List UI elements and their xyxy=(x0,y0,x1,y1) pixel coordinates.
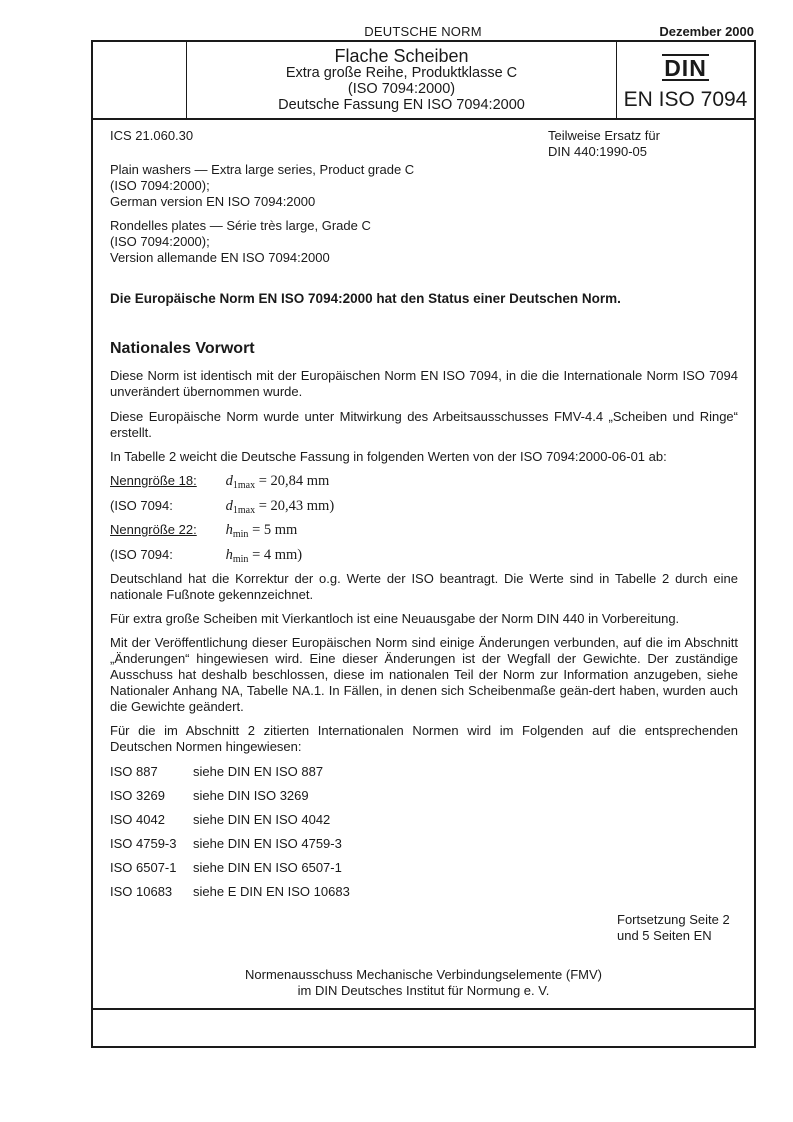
title-block-left-cell xyxy=(93,42,187,118)
issue-date: Dezember 2000 xyxy=(659,24,754,39)
din-logo-icon: DIN xyxy=(664,55,707,81)
document-type-label: DEUTSCHE NORM xyxy=(364,24,482,39)
top-line xyxy=(92,24,754,40)
foreword-paragraph-6: Mit der Veröffentlichung dieser Europäischen Norm sind einige Änderungen verbunden, auf die im Abschnitt „Änderungen“ hingewiesen wird. Eine dieser Änderungen ist der Wegfall der Gewichte. Der zuständige Ausschuss hat deshalb beschlossen, diese im nationalen Teil der Norm zur Information anzugeben, siehe Nationaler Anhang NA, Tabelle NA.1. In Fällen, in denen sich Scheibenmaße geän-dert haben, wurden auch die Gewichte geändert. xyxy=(110,635,738,714)
iso-reference: ISO 4042 xyxy=(110,812,165,827)
deviation-label: Nenngröße 18: xyxy=(110,473,197,488)
replacement-line-2: DIN 440:1990-05 xyxy=(548,144,648,159)
deviation-label: (ISO 7094: xyxy=(110,498,173,513)
reference-row xyxy=(110,836,342,852)
din-reference: siehe E DIN EN ISO 10683 xyxy=(193,884,350,899)
foreword-paragraph-5: Für extra große Scheiben mit Vierkantloch ist eine Neuausgabe der Norm DIN 440 in Vorbereitung. xyxy=(110,611,680,626)
ics-code: ICS 21.060.30 xyxy=(110,128,194,143)
foreword-paragraph-1: Diese Norm ist identisch mit der Europäischen Norm EN ISO 7094, in die die Internationale Norm ISO 7094 unverändert übernommen wurde. xyxy=(110,368,738,399)
continuation-note xyxy=(617,912,730,944)
publisher-line-2: im DIN Deutsches Institut für Normung e. V. xyxy=(297,983,550,998)
document-subtitle-2: (ISO 7094:2000) xyxy=(347,81,456,97)
english-title-line-3: German version EN ISO 7094:2000 xyxy=(110,194,316,209)
iso-reference: ISO 3269 xyxy=(110,788,165,803)
iso-reference: ISO 4759-3 xyxy=(110,836,177,851)
document-subtitle-1: Extra große Reihe, Produktklasse C xyxy=(285,65,518,81)
din-reference: siehe DIN ISO 3269 xyxy=(193,788,309,803)
english-title-line-1: Plain washers — Extra large series, Product grade C xyxy=(110,162,415,177)
status-statement: Die Europäische Norm EN ISO 7094:2000 hat den Status einer Deutschen Norm. xyxy=(110,291,621,306)
deviation-formula: $h_{min} = 4$ mm) xyxy=(225,547,303,565)
french-title-line-1: Rondelles plates — Série très large, Grade C xyxy=(110,218,371,233)
publisher-note xyxy=(93,967,754,999)
din-reference: siehe DIN EN ISO 887 xyxy=(193,764,324,779)
document-subtitle-3: Deutsche Fassung EN ISO 7094:2000 xyxy=(278,97,525,113)
foreword-paragraph-2: Diese Europäische Norm wurde unter Mitwirkung des Arbeitsausschusses FMV-4.4 „Scheiben und Ringe“ erstellt. xyxy=(110,409,738,440)
foreword-paragraph-3: In Tabelle 2 weicht die Deutsche Fassung in folgenden Werten von der ISO 7094:2000-06-01 ab: xyxy=(110,449,667,464)
deviation-row xyxy=(110,498,334,519)
deviation-label: (ISO 7094: xyxy=(110,547,173,562)
reference-row xyxy=(110,764,323,780)
footer-divider xyxy=(93,1008,754,1010)
reference-row xyxy=(110,884,350,900)
foreword-paragraph-7: Für die im Abschnitt 2 zitierten Internationalen Normen wird im Folgenden auf die entsprechenden Deutschen Normen hingewiesen: xyxy=(110,723,738,754)
standard-number: EN ISO 7094 xyxy=(623,88,748,111)
document-frame xyxy=(91,40,756,1048)
english-title xyxy=(110,162,414,210)
french-title-line-2: (ISO 7094:2000); xyxy=(110,234,210,249)
reference-row xyxy=(110,812,330,828)
deviation-label: Nenngröße 22: xyxy=(110,522,197,537)
deviation-row xyxy=(110,522,297,543)
continuation-line-2: und 5 Seiten EN xyxy=(617,928,712,943)
reference-row xyxy=(110,860,342,876)
replacement-note xyxy=(548,128,660,160)
title-block-right-cell xyxy=(617,42,754,118)
din-reference: siehe DIN EN ISO 6507-1 xyxy=(193,860,342,875)
french-title xyxy=(110,218,371,266)
foreword-heading: Nationales Vorwort xyxy=(110,340,255,357)
replacement-line-1: Teilweise Ersatz für xyxy=(548,128,660,143)
document-title: Flache Scheiben xyxy=(334,46,469,66)
continuation-line-1: Fortsetzung Seite 2 xyxy=(617,912,730,927)
reference-row xyxy=(110,788,309,804)
deviation-formula: $d_{1max} = 20,84$ mm xyxy=(225,473,330,491)
iso-reference: ISO 887 xyxy=(110,764,158,779)
deviation-row xyxy=(110,547,302,568)
iso-reference: ISO 10683 xyxy=(110,884,173,899)
french-title-line-3: Version allemande EN ISO 7094:2000 xyxy=(110,250,330,265)
din-reference: siehe DIN EN ISO 4042 xyxy=(193,812,331,827)
deviation-row xyxy=(110,473,329,494)
title-block xyxy=(93,42,754,120)
english-title-line-2: (ISO 7094:2000); xyxy=(110,178,210,193)
foreword-paragraph-4: Deutschland hat die Korrektur der o.g. Werte der ISO beantragt. Die Werte sind in Tabelle 2 durch eine nationale Fußnote gekennzeichnet. xyxy=(110,571,738,602)
deviation-formula: $h_{min} = 5$ mm xyxy=(225,522,298,540)
deviation-formula: $d_{1max} = 20,43$ mm) xyxy=(225,498,335,516)
iso-reference: ISO 6507-1 xyxy=(110,860,177,875)
title-block-center-cell xyxy=(187,42,617,118)
din-reference: siehe DIN EN ISO 4759-3 xyxy=(193,836,342,851)
publisher-line-1: Normenausschuss Mechanische Verbindungselemente (FMV) xyxy=(245,967,602,982)
